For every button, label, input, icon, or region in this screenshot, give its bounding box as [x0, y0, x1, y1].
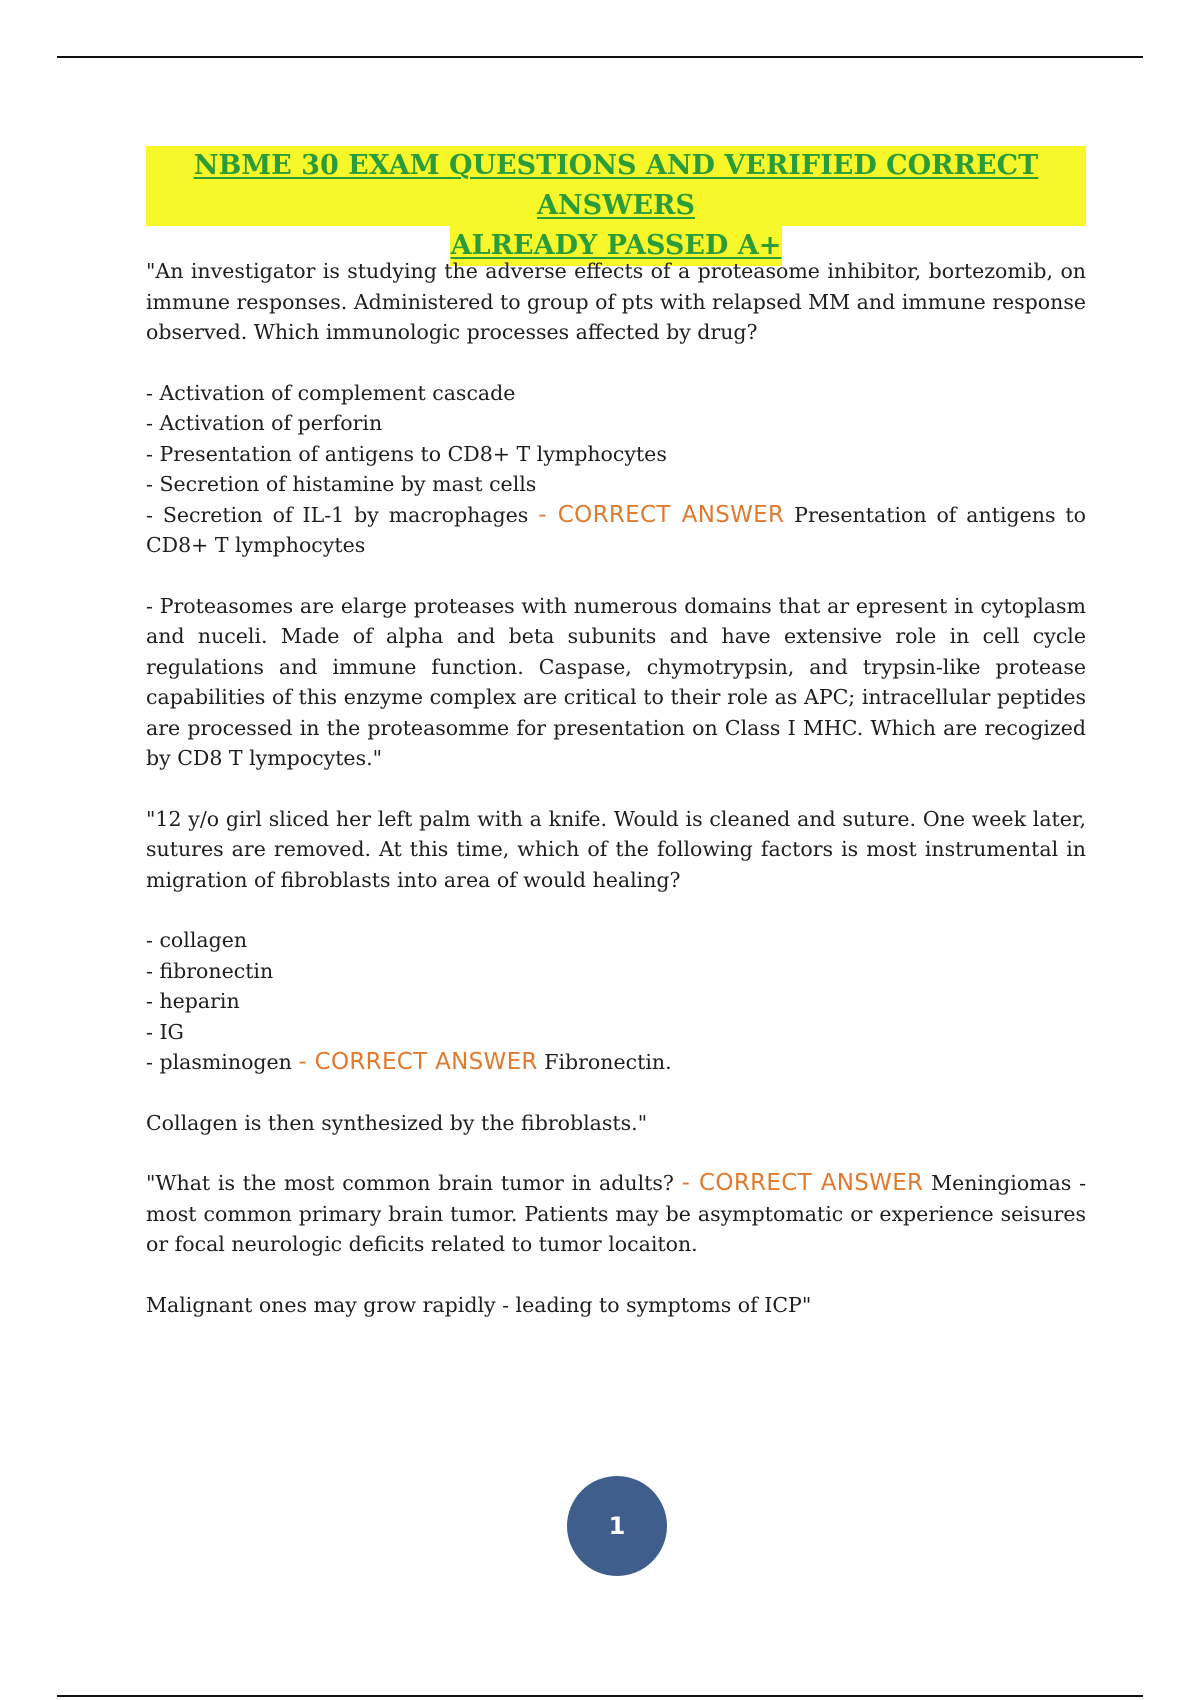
q3-explanation: Malignant ones may grow rapidly - leading to symptoms of ICP": [146, 1292, 812, 1317]
title-line-2: ALREADY PASSED A+: [450, 226, 783, 266]
correct-answer-marker: - CORRECT ANSWER: [681, 1170, 924, 1196]
q2-option: - collagen: [146, 928, 248, 952]
q1-explanation: - Proteasomes are elarge proteases with numerous domains that ar epresent in cytoplasm and nuceli. Made of alpha and beta subunits and have extensive role in cell cycle regulations and immune function. Caspase, chymotrypsin, and trypsin-like protease capabilities of this enzyme complex are critical to their role as APC; intracellular peptides are processed in the proteasomme for presentation on Class I MHC. Which are recogized by CD8 T lympocytes.": [146, 593, 1086, 770]
q2-option: - heparin: [146, 989, 240, 1013]
q2-last-option-with-answer: [146, 1047, 1086, 1078]
q1-last-option-with-answer: [146, 500, 1086, 561]
q2-stem: "12 y/o girl sliced her left palm with a knife. Would is cleaned and suture. One week later, sutures are removed. At this time, which of the following factors is most instrumental in migration of fibroblasts into area of would healing?: [146, 806, 1086, 892]
document-title: [146, 146, 1086, 266]
correct-answer-marker: - CORRECT ANSWER: [298, 1049, 538, 1075]
q3-stem-with-answer: [146, 1168, 1086, 1260]
q1-option: - Presentation of antigens to CD8+ T lymphocytes: [146, 441, 667, 466]
q1-answer: Presentation of antigens to CD8+ T lymphocytes: [146, 502, 1086, 557]
q2-explanation: Collagen is then synthesized by the fibroblasts.": [146, 1110, 648, 1135]
q2-option: - IG: [146, 1019, 184, 1044]
q1-stem: "An investigator is studying the adverse effects of a proteasome inhibitor, bortezomib, on immune responses. Administered to group of pts with relapsed MM and immune response observed. Which immunologic processes affected by drug?: [146, 259, 1087, 344]
q1-option: - Activation of perforin: [146, 411, 383, 435]
document-body: [146, 256, 1086, 1320]
correct-answer-marker: - CORRECT ANSWER: [538, 501, 785, 528]
bottom-rule: [57, 1695, 1143, 1697]
q1-option: - Activation of complement cascade: [146, 380, 516, 405]
page-number-badge: 1: [567, 1476, 667, 1576]
top-rule: [57, 56, 1143, 58]
q3-stem: "What is the most common brain tumor in adults?: [146, 1171, 674, 1195]
q2-option: - fibronectin: [146, 958, 274, 983]
q2-options: [146, 925, 1086, 1078]
q1-last-option: - Secretion of IL-1 by macrophages: [146, 502, 529, 527]
q2-last-option: - plasminogen: [146, 1050, 292, 1074]
q1-options: [146, 378, 1086, 561]
q2-answer: Fibronectin.: [544, 1050, 672, 1074]
title-line-1: NBME 30 EXAM QUESTIONS AND VERIFIED CORRECT ANSWERS: [146, 146, 1086, 226]
q1-option: - Secretion of histamine by mast cells: [146, 472, 537, 496]
q3-answer: Meningiomas - most common primary brain tumor. Patients may be asymptomatic or experience seisures or focal neurologic deficits related to tumor locaiton.: [146, 1171, 1087, 1256]
